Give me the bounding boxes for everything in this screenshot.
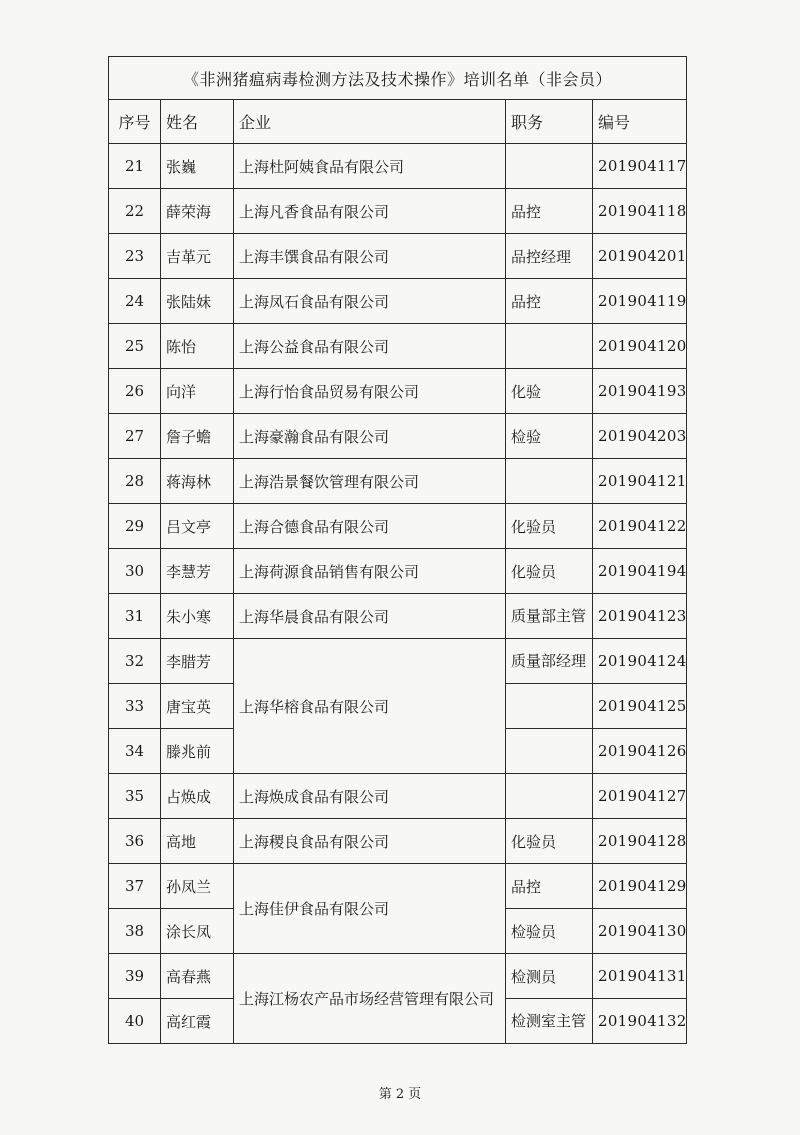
position-title: 检验员 [506, 909, 593, 954]
person-name: 高地 [161, 819, 234, 864]
registration-code: 201904201 [593, 234, 687, 279]
registration-code: 201904119 [593, 279, 687, 324]
registration-code: 201904132 [593, 999, 687, 1044]
registration-code: 201904125 [593, 684, 687, 729]
table-row [109, 774, 687, 819]
header-position: 职务 [506, 100, 593, 144]
registration-code: 201904123 [593, 594, 687, 639]
position-title: 检测室主管 [506, 999, 593, 1044]
position-title [506, 459, 593, 504]
header-code: 编号 [593, 100, 687, 144]
registration-code: 201904126 [593, 729, 687, 774]
person-name: 李慧芳 [161, 549, 234, 594]
table-row [109, 189, 687, 234]
position-title: 检测员 [506, 954, 593, 999]
table-row [109, 414, 687, 459]
row-number: 34 [109, 729, 161, 774]
position-title: 化验员 [506, 549, 593, 594]
company-name: 上海浩景餐饮管理有限公司 [234, 459, 506, 504]
row-number: 28 [109, 459, 161, 504]
person-name: 高春燕 [161, 954, 234, 999]
person-name: 李腊芳 [161, 639, 234, 684]
position-title [506, 774, 593, 819]
row-number: 32 [109, 639, 161, 684]
registration-code: 201904118 [593, 189, 687, 234]
table-row [109, 459, 687, 504]
registration-code: 201904203 [593, 414, 687, 459]
position-title: 品控 [506, 189, 593, 234]
table-row [109, 864, 687, 909]
registration-code: 201904129 [593, 864, 687, 909]
person-name: 詹子蟾 [161, 414, 234, 459]
position-title: 化验员 [506, 504, 593, 549]
table-row [109, 144, 687, 189]
person-name: 吕文亭 [161, 504, 234, 549]
company-name: 上海稷良食品有限公司 [234, 819, 506, 864]
person-name: 张陆妹 [161, 279, 234, 324]
company-name: 上海豪瀚食品有限公司 [234, 414, 506, 459]
table-row [109, 324, 687, 369]
table-row [109, 954, 687, 999]
registration-code: 201904128 [593, 819, 687, 864]
roster-page [108, 56, 686, 1050]
registration-code: 201904120 [593, 324, 687, 369]
company-name: 上海公益食品有限公司 [234, 324, 506, 369]
registration-code: 201904130 [593, 909, 687, 954]
company-name: 上海丰馔食品有限公司 [234, 234, 506, 279]
row-number: 24 [109, 279, 161, 324]
registration-code: 201904124 [593, 639, 687, 684]
registration-code: 201904131 [593, 954, 687, 999]
person-name: 朱小寒 [161, 594, 234, 639]
table-title: 《非洲猪瘟病毒检测方法及技术操作》培训名单（非会员） [109, 57, 687, 100]
company-name: 上海荷源食品销售有限公司 [234, 549, 506, 594]
table-row [109, 369, 687, 414]
header-name: 姓名 [161, 100, 234, 144]
row-number: 29 [109, 504, 161, 549]
table-row [109, 234, 687, 279]
row-number: 36 [109, 819, 161, 864]
row-number: 33 [109, 684, 161, 729]
row-number: 40 [109, 999, 161, 1044]
table-row [109, 639, 687, 684]
company-name: 上海焕成食品有限公司 [234, 774, 506, 819]
registration-code: 201904127 [593, 774, 687, 819]
registration-code: 201904193 [593, 369, 687, 414]
person-name: 唐宝英 [161, 684, 234, 729]
registration-code: 201904121 [593, 459, 687, 504]
row-number: 23 [109, 234, 161, 279]
person-name: 薛荣海 [161, 189, 234, 234]
company-name: 上海江杨农产品市场经营管理有限公司 [234, 954, 506, 1044]
registration-code: 201904194 [593, 549, 687, 594]
row-number: 30 [109, 549, 161, 594]
registration-code: 201904117 [593, 144, 687, 189]
person-name: 张巍 [161, 144, 234, 189]
table-row [109, 549, 687, 594]
position-title [506, 729, 593, 774]
company-name: 上海华晨食品有限公司 [234, 594, 506, 639]
table-row [109, 819, 687, 864]
row-number: 31 [109, 594, 161, 639]
position-title [506, 144, 593, 189]
company-name: 上海凤石食品有限公司 [234, 279, 506, 324]
training-roster-table [108, 56, 687, 1044]
company-name: 上海行怡食品贸易有限公司 [234, 369, 506, 414]
company-name: 上海合德食品有限公司 [234, 504, 506, 549]
table-row [109, 279, 687, 324]
row-number: 21 [109, 144, 161, 189]
row-number: 35 [109, 774, 161, 819]
company-name: 上海佳伊食品有限公司 [234, 864, 506, 954]
person-name: 向洋 [161, 369, 234, 414]
position-title: 质量部经理 [506, 639, 593, 684]
row-number: 25 [109, 324, 161, 369]
company-name: 上海凡香食品有限公司 [234, 189, 506, 234]
position-title: 化验员 [506, 819, 593, 864]
position-title: 品控 [506, 279, 593, 324]
person-name: 陈怡 [161, 324, 234, 369]
person-name: 占焕成 [161, 774, 234, 819]
table-row [109, 594, 687, 639]
company-name: 上海华榕食品有限公司 [234, 639, 506, 774]
header-no: 序号 [109, 100, 161, 144]
table-row [109, 504, 687, 549]
position-title: 质量部主管 [506, 594, 593, 639]
registration-code: 201904122 [593, 504, 687, 549]
person-name: 孙凤兰 [161, 864, 234, 909]
position-title: 化验 [506, 369, 593, 414]
row-number: 22 [109, 189, 161, 234]
row-number: 38 [109, 909, 161, 954]
position-title: 品控 [506, 864, 593, 909]
person-name: 滕兆前 [161, 729, 234, 774]
row-number: 37 [109, 864, 161, 909]
position-title: 检验 [506, 414, 593, 459]
position-title: 品控经理 [506, 234, 593, 279]
header-company: 企业 [234, 100, 506, 144]
company-name: 上海杜阿姨食品有限公司 [234, 144, 506, 189]
person-name: 蒋海林 [161, 459, 234, 504]
person-name: 涂长凤 [161, 909, 234, 954]
row-number: 27 [109, 414, 161, 459]
page-number: 第 2 页 [378, 1087, 422, 1102]
person-name: 高红霞 [161, 999, 234, 1044]
header-row [109, 100, 687, 144]
row-number: 39 [109, 954, 161, 999]
row-number: 26 [109, 369, 161, 414]
position-title [506, 684, 593, 729]
person-name: 吉革元 [161, 234, 234, 279]
position-title [506, 324, 593, 369]
